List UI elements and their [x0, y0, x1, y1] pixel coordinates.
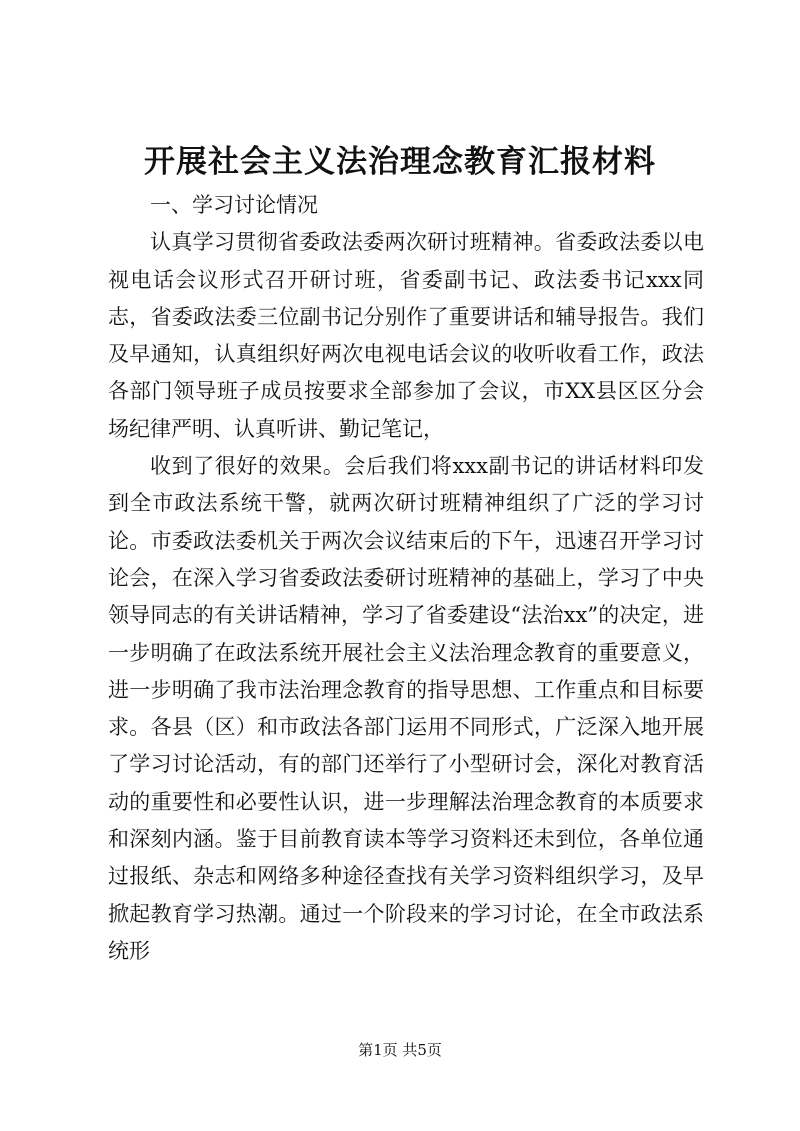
section-heading: 一、学习讨论情况: [150, 193, 318, 217]
document-title: 开展社会主义法治理念教育汇报材料: [144, 144, 656, 180]
body-paragraph: 收到了很好的效果。会后我们将xxx副书记的讲话材料印发到全市政法系统干警，就两次研讨班精神组织了广泛的学习讨论。市委政法委机关于两次会议结束后的下午，迅速召开学习讨论会，在深入学习省委政法委研讨班精神的基础上，学习了中央领导同志的有关讲话精神，学习了省委建设“法治xx”的决定，进一步明确了在政法系统开展社会主义法治理念教育的重要意义，进一步明确了我市法治理念教育的指导思想、工作重点和目标要求。各县（区）和市政法各部门运用不同形式，广泛深入地开展了学习讨论活动，有的部门还举行了小型研讨会，深化对教育活动的重要性和必要性认识，进一步理解法治理念教育的本质要求和深刻内涵。鉴于目前教育读本等学习资料还未到位，各单位通过报纸、杂志和网络多种途径查找有关学习资料组织学习，及早掀起教育学习热潮。通过一个阶段来的学习讨论，在全市政法系统形: [108, 454, 704, 963]
page-number-footer: 第1页 共5页: [358, 1041, 442, 1059]
body-paragraph: 认真学习贯彻省委政法委两次研讨班精神。省委政法委以电视电话会议形式召开研讨班，省委副书记、政法委书记xxx同志，省委政法委三位副书记分别作了重要讲话和辅导报告。我们及早通知，认真组织好两次电视电话会议的收听收看工作，政法各部门领导班子成员按要求全部参加了会议，市XX县区区分会场纪律严明、认真听讲、勤记笔记，: [108, 230, 704, 441]
document-body: [108, 187, 704, 970]
